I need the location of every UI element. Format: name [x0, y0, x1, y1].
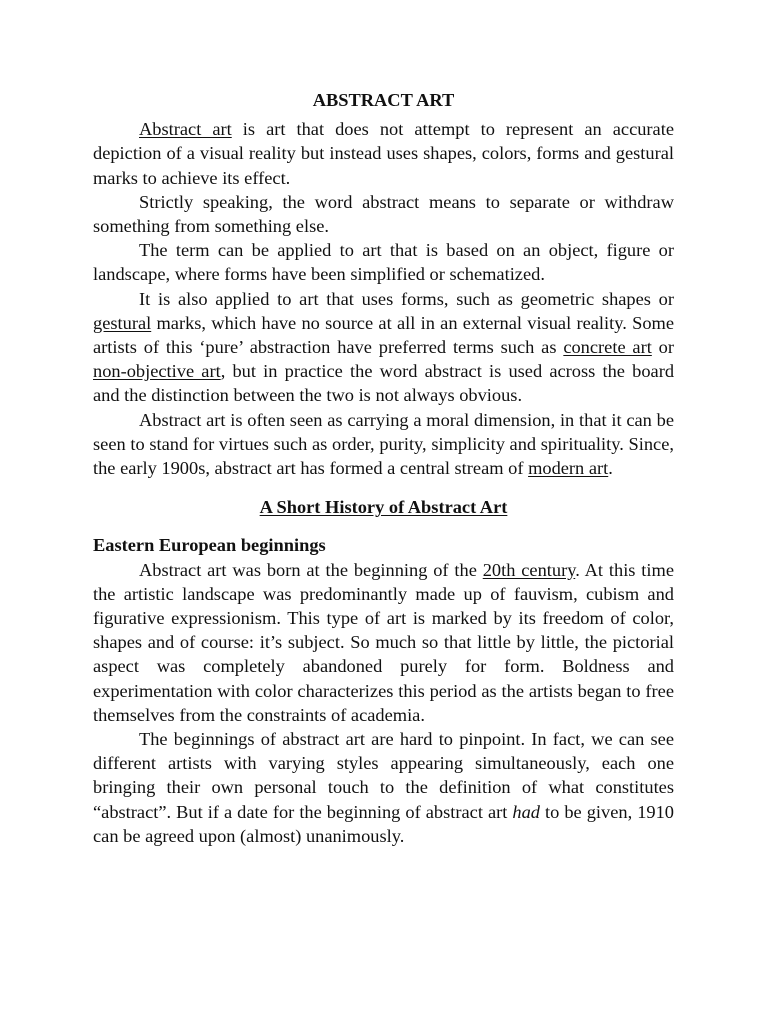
paragraph-definition — [93, 117, 674, 190]
paragraph-text: marks, which have no source at all in an external visual reality. Some artists of this ‘pure’ abstraction have preferred terms such as — [93, 312, 674, 358]
link-abstract-art[interactable]: Abstract art — [139, 119, 232, 140]
paragraph-text: . At this time the artistic landscape was predominantly made up of fauvism, cubism and figurative expressionism. This type of art is marked by its freedom of color, shapes and of course: it’s subject. So much so that little by little, the pictorial aspect was completely abandoned purely for form. Boldness and experimentation with color characterizes this period as the artists began to free themselves from the constraints of academia. — [93, 559, 674, 725]
link-gestural[interactable]: gestural — [93, 312, 152, 333]
paragraph-text: is art that does not attempt to represent an accurate depiction of a visual reality but instead uses shapes, colors, forms and gestural marks to achieve its effect. — [93, 119, 674, 188]
emphasis-had: had — [512, 801, 540, 822]
paragraph-text: Abstract art is often seen as carrying a moral dimension, in that it can be seen to stand for virtues such as order, purity, simplicity and spirituality. Since, the early 1900s, abstract art has formed a central stream of — [93, 409, 674, 479]
link-concrete-art[interactable]: concrete art — [563, 337, 652, 358]
paragraph-moral — [93, 408, 674, 481]
paragraph-forms — [93, 287, 674, 408]
paragraph-text: Abstract art was born at the beginning of the — [139, 559, 483, 580]
paragraph-beginnings — [93, 727, 674, 848]
paragraph-meaning: Strictly speaking, the word abstract means to separate or withdraw something from something else. — [93, 191, 674, 237]
link-non-objective-art[interactable]: non-objective art — [93, 361, 221, 382]
paragraph-text: It is also applied to art that uses forms, such as geometric shapes or — [139, 288, 674, 309]
paragraph-text: The beginnings of abstract art are hard to pinpoint. In fact, we can see different artists with varying styles appearing simultaneously, each one bringing their own personal touch to the definition of what constitutes “abstract”. But if a date for the beginning of abstract art — [93, 729, 674, 822]
subsection-title: Eastern European beginnings — [93, 535, 326, 556]
link-20th-century[interactable]: 20th century — [482, 559, 576, 580]
paragraph-text: or — [651, 337, 674, 358]
paragraph-history — [93, 558, 674, 727]
paragraph-text: . — [608, 458, 613, 479]
paragraph-term: The term can be applied to art that is based on an object, figure or landscape, where forms have been simplified or schematized. — [93, 240, 674, 285]
paragraph-text: , but in practice the word abstract is used across the board and the distinction between the two is not always obvious. — [93, 361, 675, 406]
section-title: A Short History of Abstract Art — [259, 497, 508, 518]
paragraph-text: to be given, 1910 can be agreed upon (almost) unanimously. — [93, 801, 674, 846]
link-modern-art[interactable]: modern art — [528, 458, 609, 479]
document-title: ABSTRACT ART — [312, 90, 455, 110]
